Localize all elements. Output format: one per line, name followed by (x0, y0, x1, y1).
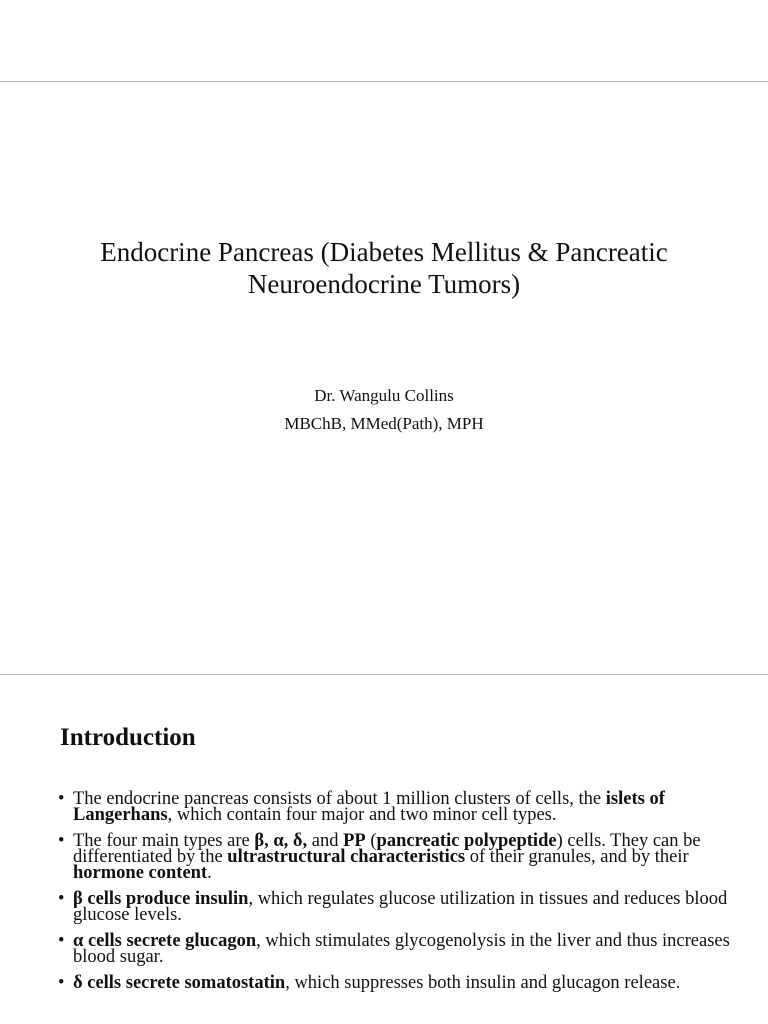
slide-title-line-1: Endocrine Pancreas (Diabetes Mellitus & Pancreatic (100, 237, 668, 267)
slide-title-line-2: Neuroendocrine Tumors) (247, 269, 521, 299)
introduction-slide (0, 675, 768, 1024)
slide-heading: Introduction (60, 724, 196, 751)
title-slide (0, 82, 768, 673)
bullet-item: • δ cells secrete somatostatin, which suppresses both insulin and glucagon release. (58, 975, 738, 991)
author-name: Dr. Wangulu Collins (314, 386, 454, 405)
bullet-item: • β cells produce insulin, which regulates glucose utilization in tissues and reduces blood glucose levels. (58, 891, 738, 923)
bullet-item: • The four main types are β, α, δ, and PP (pancreatic polypeptide) cells. They can be differentiated by the ultrastructural characteristics of their granules, and by their hormone content. (58, 833, 738, 881)
author-credentials: MBChB, MMed(Path), MPH (284, 414, 484, 433)
slide-title (20, 236, 748, 300)
bullet-item: • The endocrine pancreas consists of about 1 million clusters of cells, the islets of Langerhans, which contain four major and two minor cell types. (58, 791, 738, 823)
bullet-list (58, 791, 738, 1001)
bullet-item: • α cells secrete glucagon, which stimulates glycogenolysis in the liver and thus increases blood sugar. (58, 933, 738, 965)
